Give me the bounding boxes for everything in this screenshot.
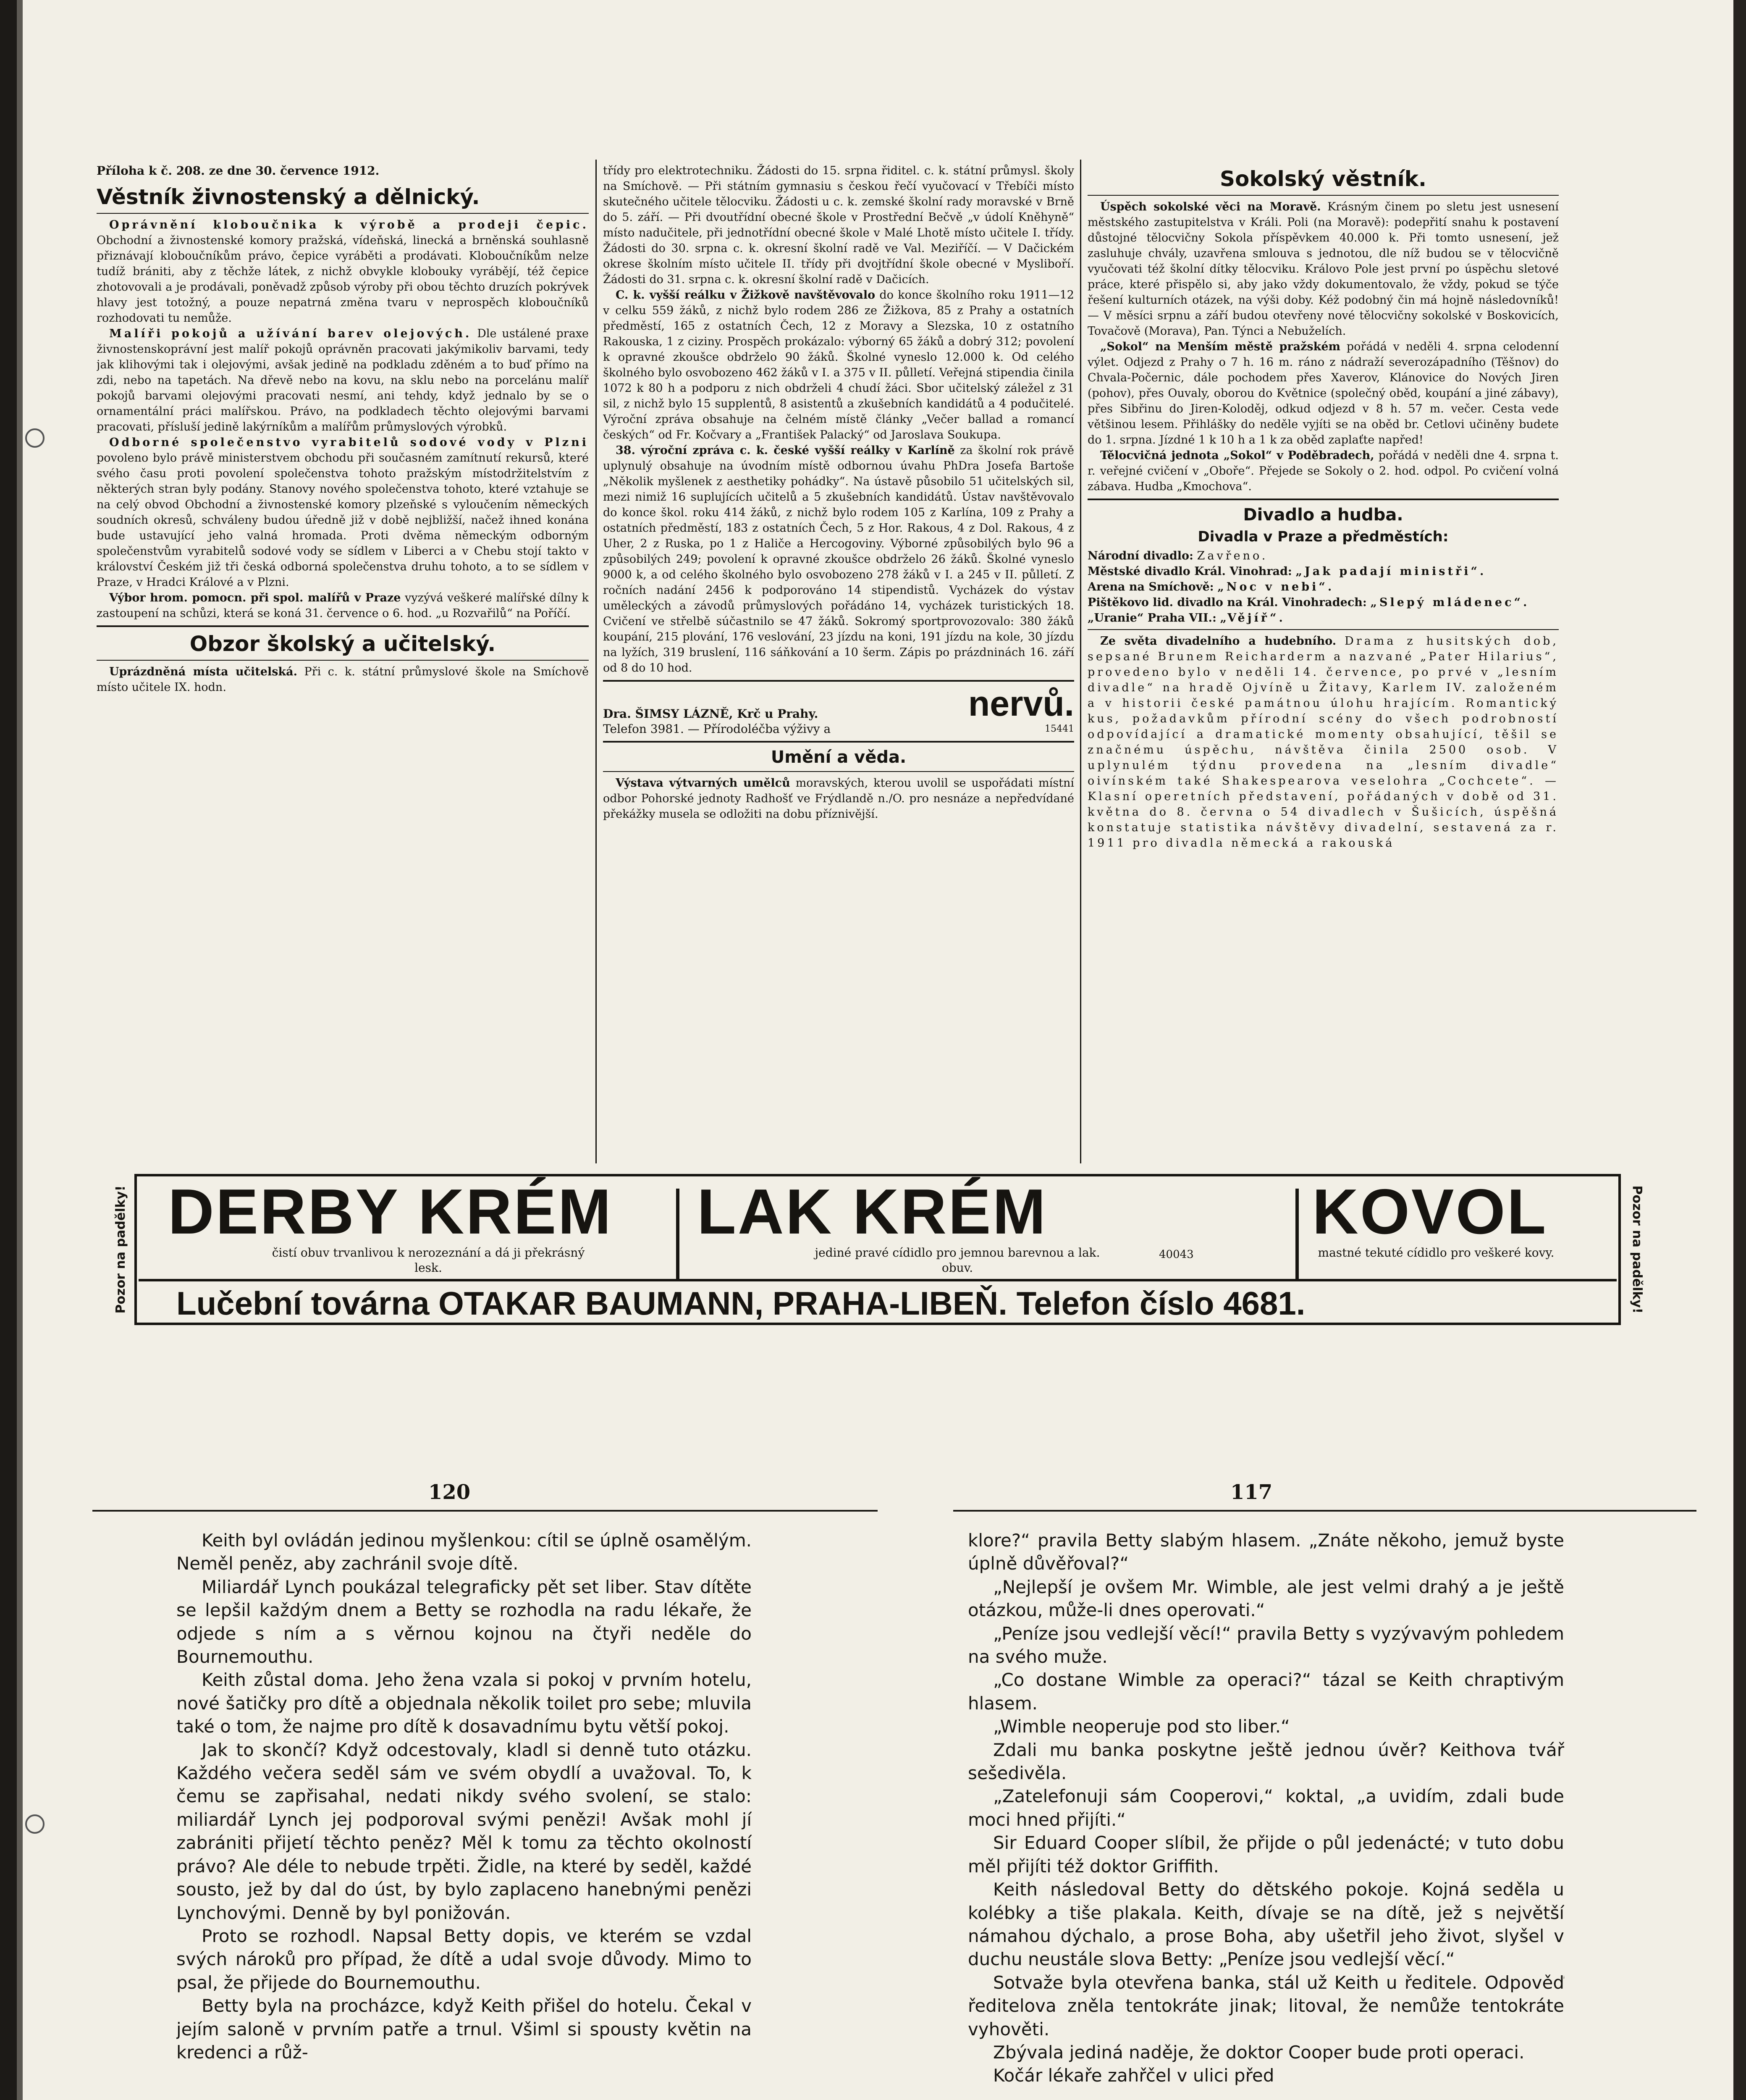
article-lead: 38. výroční zpráva c. k. české vyšší reálky v Karlíně <box>616 444 955 457</box>
section-title: Sokolský věstník. <box>1220 167 1426 191</box>
novel-paragraph: Betty byla na procházce, když Keith přišel do hotelu. Čekal v jejím saloně v prvním patře a trnul. Všiml si spousty květin na kredenci a růž- <box>176 1995 752 2063</box>
spa-advert-big: nervů. <box>968 684 1074 723</box>
divider <box>603 741 1074 743</box>
article-lead: Výstava výtvarných umělců <box>616 777 790 790</box>
divider <box>1088 629 1559 630</box>
novel-paragraph: Keith zůstal doma. Jeho žena vzala si pokoj v prvním hotelu, nové šatičky pro dítě a objednala několik toilet pro sebe; mluvila také o tom, že najme pro dítě k dosavadnímu bytu větší pokoj. <box>176 1670 752 1737</box>
article-lead: Oprávnění kloboučnika k výrobě a prodeji čepic. <box>109 218 589 231</box>
article-body: pořádá v neděli dne 4. srpna t. r. veřejné cvičení v „Oboře“. Přejede se Sokoly o 2. hod. odpol. Po cvičení volná zábava. Hudba „Kmochova“. <box>1088 449 1559 493</box>
page-number-right: 117 <box>1230 1480 1273 1504</box>
newspaper-column-3 <box>1088 163 1559 1168</box>
spa-advert-line: Telefon 3981. — Přírodoléčba výživy a <box>603 722 831 736</box>
divider <box>603 771 1074 772</box>
advert-side-label-left <box>108 1176 134 1323</box>
page-header-rule <box>953 1510 1696 1512</box>
advert-footer: Lučební továrna OTAKAR BAUMANN, PRAHA-LIBEŇ. Telefon číslo 4681. <box>176 1285 1306 1322</box>
article-lead: C. k. vyšší reálku v Žižkově navštěvovalo <box>616 289 876 302</box>
section-title: Obzor školský a učitelský. <box>189 632 496 656</box>
brand-derby-krem-tagline: čistí obuv trvanlivou k nerozeznání a dá ji překrásný lesk. <box>272 1246 585 1275</box>
article-body: třídy pro elektrotechniku. Žádosti do 15. srpna řiditel. c. k. státní průmysl. školy na Smíchově. — Při státním gymnasiu s českou řečí vyučovací v Třebíči místo skutečného učitele tělocviku. Žádosti u c. k. zemské školní rady moravské v Brně do 5. září. — Při dvoutřídní obecné škole v Prostřední Bečvě „v údolí Kněhyně“ místo nadučitele, při jednotřídní obecné škole v Malé Lhotě místo učitele I. třídy. Žádosti do 30. srpna c. k. okresní školní radě ve Val. Meziříčí. — V Dačickém okrese školním místo učitele II. třídy při dvojtřídní škole obecné v Mysliboří. Žádosti do 31. srpna c. k. okresní školní radě v Dačicích. <box>603 164 1074 286</box>
article-body: Dle ustálené praxe živnostenskoprávní jest malíř pokojů oprávněn pracovati jakýmikoliv barvami, tedy jak klihovými tak i olejovými, avšak jedině na podkladu zděném a to buď přímo na zdi, nebo na tapetách. Na dřevě nebo na kovu, na sklu nebo na porcelánu malíř pokojů barvami olejovými pracovati nesmí, ani tehdy, když jednalo by se o ornamentální práci malířskou. Právo, na podkladech těchto olejovými barvami pracovati, přísluší jedině lakýrníkům a malířům průmyslových výrobků. <box>97 327 589 433</box>
article-body: Krásným činem po sletu jest usnesení městského zastupitelstva v Králi. Poli (na Moravě): podepřití snahu k postavení důstojné tělocvičny Sokola příspěvkem 40.000 k. Při tomto usnesení, jež zasluhuje chvály, uzavřena smlouva s jednotou, dle níž budou se v tělocvičně vyučovati též školní dítky tělocviku. Královo Pole jest první po úspěchu sletové práce, které přispělo si, aby jako vždy dokumentovalo, že vždy, pokud se týče řešení kulturních otázek, na výši doby. Kéž podobný čin má hojně následovníků! — V měsíci srpnu a září budou otevřeny nové tělocvičny sokolské v Boskovicích, Tovačově (Morava), Pan. Týnci a Nebuželích. <box>1088 200 1559 338</box>
article-lead: Ze světa divadelního a hudebního. <box>1100 635 1337 648</box>
theatre-name: „Uranie“ Praha VII.: <box>1088 612 1216 625</box>
advert-side-text: Pozor na padělky! <box>1630 1185 1644 1314</box>
punch-hole <box>25 428 45 448</box>
novel-paragraph: Kočár lékaře zahřčel v ulici před <box>993 2065 1274 2086</box>
spa-advert-code: 15441 <box>1045 724 1074 734</box>
brand-lak-krem-tagline: jediné pravé cídidlo pro jemnou barevnou a lak. obuv. <box>815 1246 1100 1275</box>
novel-paragraph: Sir Eduard Cooper slíbil, že přijde o půl jedenácté; v tuto dobu měl přijíti též doktor Griffith. <box>968 1832 1564 1877</box>
page-header-rule <box>92 1510 878 1512</box>
brand-kovol: KOVOL <box>1312 1176 1548 1247</box>
novel-paragraph: Sotvaže byla otevřena banka, stál už Keith u ředitele. Odpověď ředitelova zněla tentokráte jinak; litoval, že nemůže tentokráte vyhověti. <box>968 1972 1564 2040</box>
novel-paragraph: Jak to skončí? Když odcestovaly, kladl si denně tuto otázku. Každého večera seděl sám ve svém obydlí a uvažoval. To, k čemu se zapřisahal, nedati nikdy svého svolení, se stalo: miliardář Lynch jej podporoval svými penězi! Avšak mohl jí zabrániti přijetí těchto peněz? Měl k tomu za těchto okolností právo? Ale déle to nebude trpěti. Židle, na které by seděl, každé sousto, jež by dal do úst, by bylo zaplaceno hanebnými penězi Lynchovými. Denně by byl ponižován. <box>176 1739 752 1923</box>
scan-edge-left-shadow <box>17 0 23 2100</box>
divider <box>1088 195 1559 196</box>
column-rule <box>1080 160 1081 1163</box>
article-body: vyzývá veškeré malířské dílny k zastoupení na schůzi, která se koná 31. července o 6. hod. „u Rozvařilů“ na Poříčí. <box>97 591 589 620</box>
article-body: povoleno bylo právě ministerstvem obchodu při současném zamítnutí rekursů, které svého času proti povolení společenstva tohoto pražským místodržitelstvím z některých stran byly podány. Stanovy nového společenstva tohoto, které vztahuje se na celý obvod Obchodní a živnostenské komory plzeňské s vyloučením německých soudních okresů, schváleny budou úředně již v době nejbližší, načež ihned konána bude ustavující jeho valná hromada. Proti dvěma německým odborným společenstvům vyrabitelů sodové vody se sídlem v Liberci a v Chebu stojí takto v království Českém již tři česká odborná společenstva druhu tohoto, a to se sídlem v Praze, v Hradci Králové a v Plzni. <box>97 452 589 589</box>
scan-edge-left <box>0 0 17 2100</box>
theatre-name: Městské divadlo Král. Vinohrad: <box>1088 565 1292 578</box>
advert-side-text: Pozor na padělky! <box>113 1185 128 1314</box>
brand-derby-krem: DERBY KRÉM <box>168 1176 613 1247</box>
novel-paragraph: „Zatelefonuji sám Cooperovi,“ koktal, „a uvidím, zdali bude moci hned přijíti.“ <box>968 1786 1564 1830</box>
article-lead: Malíři pokojů a užívání barev olejových. <box>109 327 472 340</box>
section-title: Umění a věda. <box>771 748 907 767</box>
novel-paragraph: Keith byl ovládán jedinou myšlenkou: cítil se úplně osamělým. Neměl peněz, aby zachránil svoje dítě. <box>176 1530 752 1574</box>
spa-advert <box>603 686 1074 737</box>
theatre-play: „Noc v nebi“. <box>1217 580 1334 593</box>
novel-paragraph: „Peníze jsou vedlejší věcí!“ pravila Betty s vyzývavým pohledem na svého muže. <box>968 1623 1564 1667</box>
theatre-name: Arena na Smíchově: <box>1088 580 1214 593</box>
novel-page-right <box>968 1529 1564 2100</box>
page-number-left: 120 <box>428 1480 471 1504</box>
theatre-play: Zavřeno. <box>1197 549 1268 562</box>
divider <box>97 213 589 214</box>
novel-paragraph: „Co dostane Wimble za operaci?“ tázal se Keith chraptivým hlasem. <box>968 1670 1564 1714</box>
article-body: moravských, kterou uvolil se uspořádati místní odbor Pohorské jednoty Radhošť ve Frýdlandě n./O. pro nesnáze a nepředvídané překážky musela se odložiti na dobu příznivější. <box>603 777 1074 821</box>
novel-paragraph: „Wimble neoperuje pod sto liber.“ <box>993 1716 1290 1737</box>
novel-paragraph: Miliardář Lynch poukázal telegraficky pět set liber. Stav dítěte se lepšil každým dnem a Betty se rozhodla na radu lékaře, že odjede s ním a s věrnou kojnou na čtyři neděle do Bournemouthu. <box>176 1576 752 1667</box>
article-lead: Výbor hrom. pomocn. při spol. malířů v Praze <box>109 591 401 604</box>
article-body: Obchodní a živnostenské komory pražská, vídeňská, linecká a brněnská souhlasně přiznávají kloboučníkům právo, čepice vyráběti a prodávati. Kloboučníkům nelze tudíž brániti, aby z těchže látek, z nichž obvykle klobouky vyrábějí, též čepice zhotovovali a je prodávali, poněvadž způsob výroby při obou těchto druzích pokrývek hlavy jest totožný, a pouze nepatrná změna tvaru v neprospěch kloboučníků rozhodovati tu nemůže. <box>97 234 589 325</box>
supplement-line: Příloha k č. 208. ze dne 30. července 1912. <box>97 164 380 178</box>
advert-divider <box>1295 1189 1299 1281</box>
novel-paragraph: „Nejlepší je ovšem Mr. Wimble, ale jest velmi drahý a je ještě otázkou, může-li dnes operovati.“ <box>968 1576 1564 1621</box>
novel-paragraph: klore?“ pravila Betty slabým hlasem. „Znáte někoho, jemuž byste úplně důvěřoval?“ <box>968 1530 1564 1574</box>
brand-kovol-tagline: mastné tekuté cídidlo pro veškeré kovy. <box>1318 1246 1555 1260</box>
advert-divider <box>139 1279 1617 1281</box>
article-body: za školní rok právě uplynulý obsahuje na úvodním místě odbornou úvahu PhDra Josefa Bartoše „Několik myšlenek z aesthetiky pohádky“. Na ústavě působilo 51 učitelských sil, mezi nimiž 16 suplujících učitelů a 5 zkušebních kandidátů. Ústav navštěvovalo do konce škol. roku 414 žáků, z nichž bylo rodem 105 z Karlína, 109 z Prahy a ostatních předměstí, 183 z ostatních Čech, 5 z Hor. Rakous, 4 z Dol. Rakous, 4 z Uher, 2 z Ruska, po 1 z Haliče a Hercogoviny. Výborné způsobilých bylo 96 a způsobilých 249; povolení k opravné zkoušce obdrželo 26 žáků. Školné vyneslo 9000 k, a od celého školného bylo osvobozeno 278 žáků v I. a 245 v II. půlletí. Z ročních nadání 2456 k podporováno 14 stipendistů. Vycházek do výstav uměleckých a závodů průmyslových pořádáno 14, vycházek turistických 18. Cvičení ve střelbě súčastnilo se 47 žáků. Sokromý sportprovozovalo: 380 žáků koupání, 215 plování, 176 veslování, 23 jízdu na koni, 191 jízdu na kole, 30 jízdu na lyžích, 319 bruslení, 116 sáňkování a 10 šerm. Zápis po prázdninách 16. září od 8 do 10 hod. <box>603 444 1074 675</box>
newspaper-column-2 <box>603 163 1074 1168</box>
article-body: do konce školního roku 1911—12 v celku 559 žáků, z nichž bylo rodem 286 ze Žižkova, 85 z Prahy a ostatních předměstí, 165 z ostatních Čech, 12 z Moravy a Slezska, 10 z ostatního Rakouska, 1 z ciziny. Prospěch prokázalo: výborný 65 žáků a dobrý 312; povolení k opravné zkoušce obdrželo 90 žáků. Školné vyneslo 12.000 k. Od celého školného bylo osvobozeno 462 žáků v I. a 375 v II. půlletí. Veřejná stipendia činila 1072 k 80 h a podporu z nich obdrželi 4 chudí žáci. Sbor učitelský záležel z 31 sil, z nichž bylo 15 supplentů, 8 asistentů a zkušebních kandidátů a 4 podučitelé. Výroční zpráva obsahuje na čelném místě články „Večer ballad a romancí českých“ od Fr. Kočvary a „František Palacký“ od Jaroslava Soukupa. <box>603 289 1074 441</box>
article-lead: Úspěch sokolské věci na Moravě. <box>1100 200 1321 213</box>
brand-lak-krem: LAK KRÉM <box>697 1176 1048 1247</box>
novel-paragraph: Zbývala jediná naděje, že doktor Cooper bude proti operaci. <box>993 2042 1525 2063</box>
column-rule <box>595 160 597 1163</box>
article-lead: Tělocvičná jednota „Sokol“ v Poděbradech, <box>1100 449 1374 462</box>
theatre-play: „Slepý mládenec“. <box>1370 596 1530 609</box>
article-lead: „Sokol“ na Menším městě pražském <box>1100 340 1341 353</box>
article-lead: Odborné společenstvo vyrabitelů sodové vody v Plzni <box>109 436 589 449</box>
article-lead: Uprázdněná místa učitelská. <box>109 665 298 678</box>
theatre-name: Národní divadlo: <box>1088 549 1194 562</box>
advert-code: 40043 <box>1159 1248 1194 1261</box>
divider <box>97 660 589 661</box>
divider <box>1088 499 1559 500</box>
spa-advert-line: Dra. ŠIMSY LÁZNĚ, Krč u Prahy. <box>603 707 818 721</box>
article-body: Drama z husitských dob, sepsané Brunem Reicharderm a nazvané „Pater Hilarius“, provedeno bylo v neděli 14. července, po prvé v „lesním divadle“ na hradě Ojvíně u Žitavy, Karlem IV. založeném a v historii české památnou úlohu hrajícím. Romantický kus, požadavkům přírodní scény do všech podrobností odpovídající a dramatické momenty obsahující, těšil se značnému úspěchu, návštěva činila 2500 osob. V uplynulém týdnu provedena na „lesním divadle“ oivínském také Shakespearova veselohra „Cochcete“. — Klasní operetních představení, pořádaných v době od 31. května do 8. června o 54 divadlech v Šušicích, úspěšná konstatuje statistika návštěvy divadelní, sestavená za r. 1911 pro divadla německá a rakouská <box>1088 635 1559 850</box>
newspaper-column-1 <box>97 163 589 1168</box>
novel-paragraph: Zdali mu banka poskytne ještě jednou úvěr? Keithova tvář sešedivěla. <box>968 1739 1564 1784</box>
advert-divider <box>676 1189 679 1281</box>
novel-paragraph: Proto se rozhodl. Napsal Betty dopis, ve kterém se vzdal svých nároků pro případ, že dítě a udal svoje důvody. Mimo to psal, že přijede do Bournemouthu. <box>176 1925 752 1993</box>
article-body: pořádá v neděli 4. srpna celodenní výlet. Odjezd z Prahy o 7 h. 16 m. ráno z nádraží severozápadního (Těšnov) do Chvala-Počernic, dále pochodem přes Xaverov, Klánovice do Nových Jiren (pohov), přes Ouvaly, oborou do Květnice (společný oběd, koupání a jiné zábavy), přes Sibřinu do Jiren-Koloděj, odkud odjezd v 8 h. 57 m. večer. Cesta vede většinou lesem. Přihlášky do neděle vyjíti se na oběd br. Cetlovi učiněny budete do 1. srpna. Jízdné 1 k 10 h a 1 k za oběd zaplaťte napřed! <box>1088 340 1559 446</box>
article-body: Při c. k. státní průmyslové škole na Smíchově místo učitele IX. hodn. <box>97 665 589 694</box>
section-title: Divadlo a hudba. <box>1243 505 1403 525</box>
divider <box>97 625 589 627</box>
punch-hole <box>25 1814 45 1834</box>
theatre-name: Pištěkovo lid. divadlo na Král. Vinohradech: <box>1088 596 1367 609</box>
novel-paragraph: Keith následoval Betty do dětského pokoje. Kojná seděla u kolébky a tiše plakala. Keith, dívaje se na dítě, jež s největší námahou dýchalo, a prose Boha, aby ušetřil jeho život, slyšel v duchu neustále slova Betty: „Peníze jsou vedlejší věcí.“ <box>968 1879 1564 1970</box>
scan-edge-right <box>1733 0 1746 2100</box>
advert-side-label-right <box>1624 1176 1649 1323</box>
novel-page-left <box>176 1529 752 2100</box>
divider <box>603 680 1074 682</box>
theatre-play: „Jak padají ministři“. <box>1295 565 1486 578</box>
section-subtitle: Divadla v Praze a předměstích: <box>1198 528 1449 545</box>
theatre-play: „Vějíř“. <box>1220 612 1285 625</box>
section-title: Věstník živnostenský a dělnický. <box>97 185 480 209</box>
